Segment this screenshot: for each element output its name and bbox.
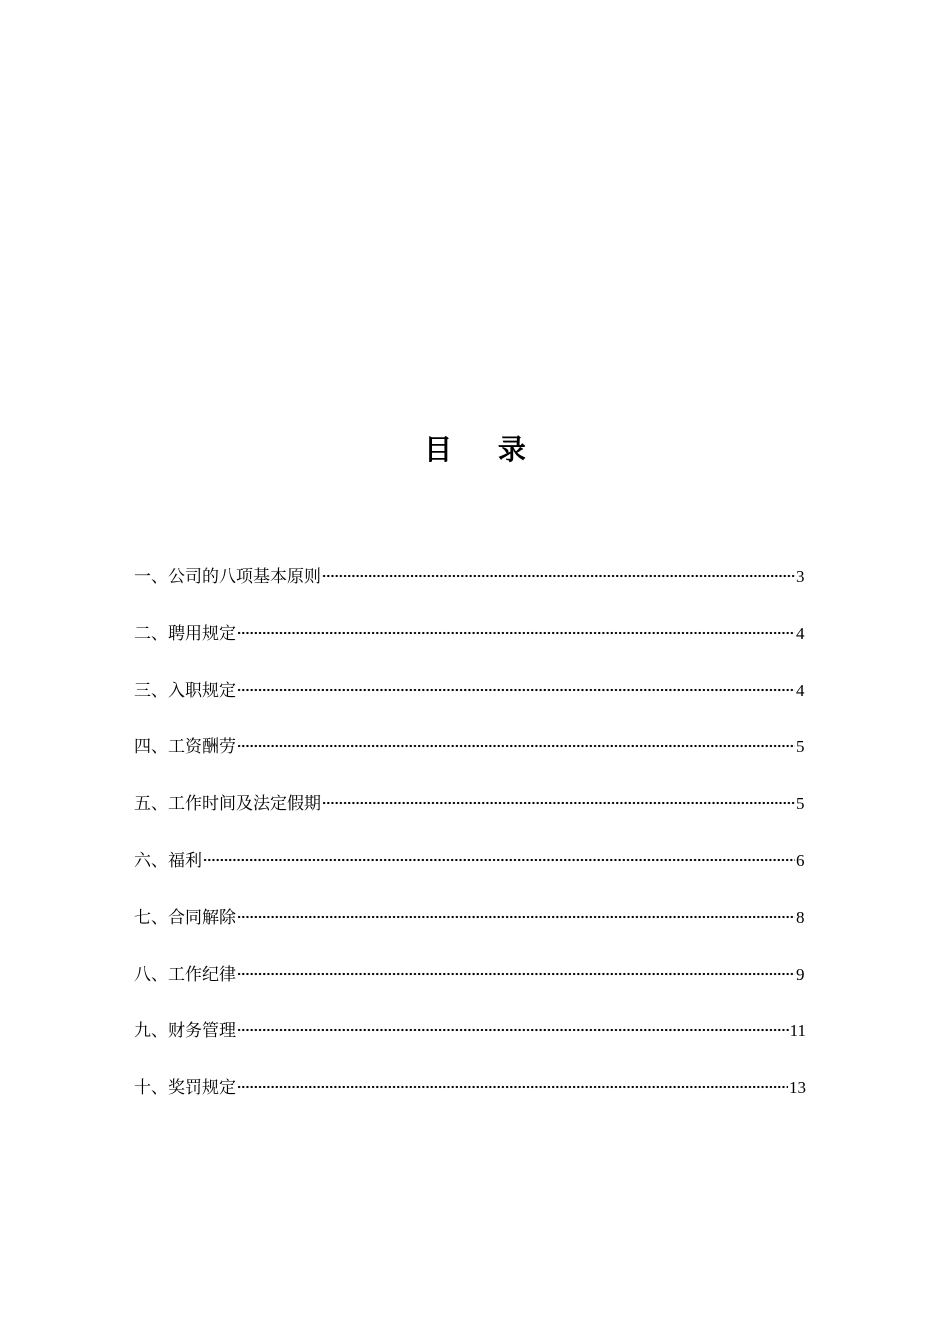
toc-entry-page: 4 bbox=[796, 623, 805, 643]
toc-entry-page: 8 bbox=[796, 907, 805, 927]
toc-entry-page: 5 bbox=[796, 794, 805, 814]
toc-dot-leader bbox=[237, 664, 795, 692]
toc-dot-leader bbox=[237, 1004, 789, 1032]
toc-entry-page: 11 bbox=[789, 1021, 806, 1041]
toc-entry[interactable] bbox=[134, 895, 806, 952]
toc-dot-leader bbox=[237, 607, 795, 635]
toc-entry[interactable] bbox=[134, 554, 806, 611]
toc-entry-page: 4 bbox=[796, 680, 805, 700]
toc-entry-label: 一、公司的八项基本原则 bbox=[134, 567, 321, 586]
toc-entry-label: 六、福利 bbox=[134, 850, 202, 870]
toc-dot-leader bbox=[237, 720, 795, 748]
toc-dot-leader bbox=[237, 1061, 788, 1089]
toc-entry-label: 二、聘用规定 bbox=[134, 623, 236, 643]
toc-dot-leader bbox=[237, 948, 795, 976]
toc-dot-leader bbox=[322, 550, 795, 578]
toc-entry-page: 3 bbox=[796, 567, 805, 586]
toc-entry[interactable] bbox=[134, 1065, 806, 1122]
toc-entry-label: 七、合同解除 bbox=[134, 907, 236, 927]
toc-entry-label: 八、工作纪律 bbox=[134, 964, 236, 984]
toc-entry-label: 四、工资酬劳 bbox=[134, 737, 236, 757]
toc-entry-page: 6 bbox=[796, 850, 805, 870]
toc-entry[interactable] bbox=[134, 781, 806, 838]
toc-entry[interactable] bbox=[134, 952, 806, 1009]
toc-entry-page: 13 bbox=[789, 1078, 806, 1098]
toc-entry[interactable] bbox=[134, 611, 806, 668]
toc-entry[interactable] bbox=[134, 838, 806, 895]
toc-entry-label: 九、财务管理 bbox=[134, 1021, 236, 1041]
toc-entry-label: 十、奖罚规定 bbox=[134, 1078, 236, 1098]
toc-entry[interactable] bbox=[134, 668, 806, 725]
toc-entry-label: 五、工作时间及法定假期 bbox=[134, 794, 321, 814]
toc-entry[interactable] bbox=[134, 1008, 806, 1065]
toc-title: 目 录 bbox=[424, 433, 544, 466]
table-of-contents bbox=[134, 554, 806, 1122]
toc-dot-leader bbox=[237, 891, 795, 919]
toc-dot-leader bbox=[322, 777, 795, 805]
toc-entry-page: 5 bbox=[796, 737, 805, 757]
toc-entry-page: 9 bbox=[796, 964, 805, 984]
toc-entry[interactable] bbox=[134, 724, 806, 781]
toc-dot-leader bbox=[203, 834, 795, 862]
toc-entry-label: 三、入职规定 bbox=[134, 680, 236, 700]
